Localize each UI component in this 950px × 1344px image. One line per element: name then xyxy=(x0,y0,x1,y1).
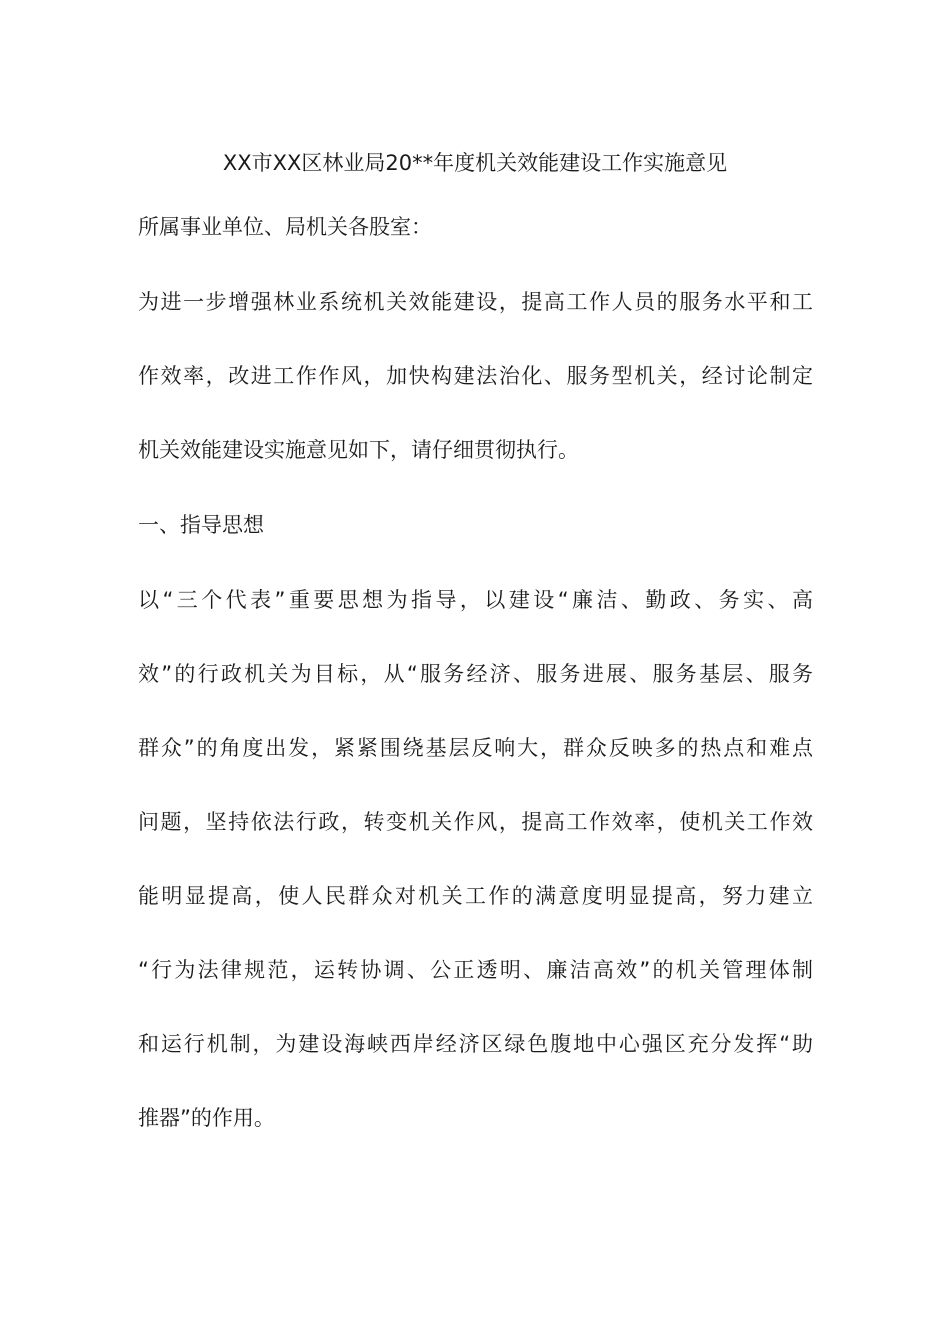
paragraph-line: 为进一步增强林业系统机关效能建设，提高工作人员的服务水平和工 xyxy=(138,290,813,314)
paragraph-line: 机关效能建设实施意见如下，请仔细贯彻执行。 xyxy=(138,438,579,462)
paragraph-line: 作效率，改进工作作风，加快构建法治化、服务型机关，经讨论制定 xyxy=(138,364,813,388)
paragraph-line: 效”的行政机关为目标，从“服务经济、服务进展、服务基层、服务 xyxy=(138,662,813,686)
paragraph-line: 推器”的作用。 xyxy=(138,1106,275,1130)
paragraph-line: “行为法律规范，运转协调、公正透明、廉洁高效”的机关管理体制 xyxy=(138,958,813,982)
document-title: XX市XX区林业局20**年度机关效能建设工作实施意见 xyxy=(222,151,728,175)
paragraph-line: 和运行机制，为建设海峡西岸经济区绿色腹地中心强区充分发挥“助 xyxy=(138,1032,813,1056)
intro-paragraph xyxy=(138,287,813,509)
paragraph-line: 以“三个代表”重要思想为指导，以建设“廉洁、勤政、务实、高 xyxy=(138,588,813,612)
section-paragraph xyxy=(138,585,813,1177)
salutation: 所属事业单位、局机关各股室： xyxy=(138,215,432,239)
paragraph-line: 问题，坚持依法行政，转变机关作风，提高工作效率，使机关工作效 xyxy=(138,810,813,834)
paragraph-line: 能明显提高，使人民群众对机关工作的满意度明显提高，努力建立 xyxy=(138,884,813,908)
paragraph-line: 群众”的角度出发，紧紧围绕基层反响大，群众反映多的热点和难点 xyxy=(138,736,813,760)
section-heading: 一、指导思想 xyxy=(138,513,264,537)
